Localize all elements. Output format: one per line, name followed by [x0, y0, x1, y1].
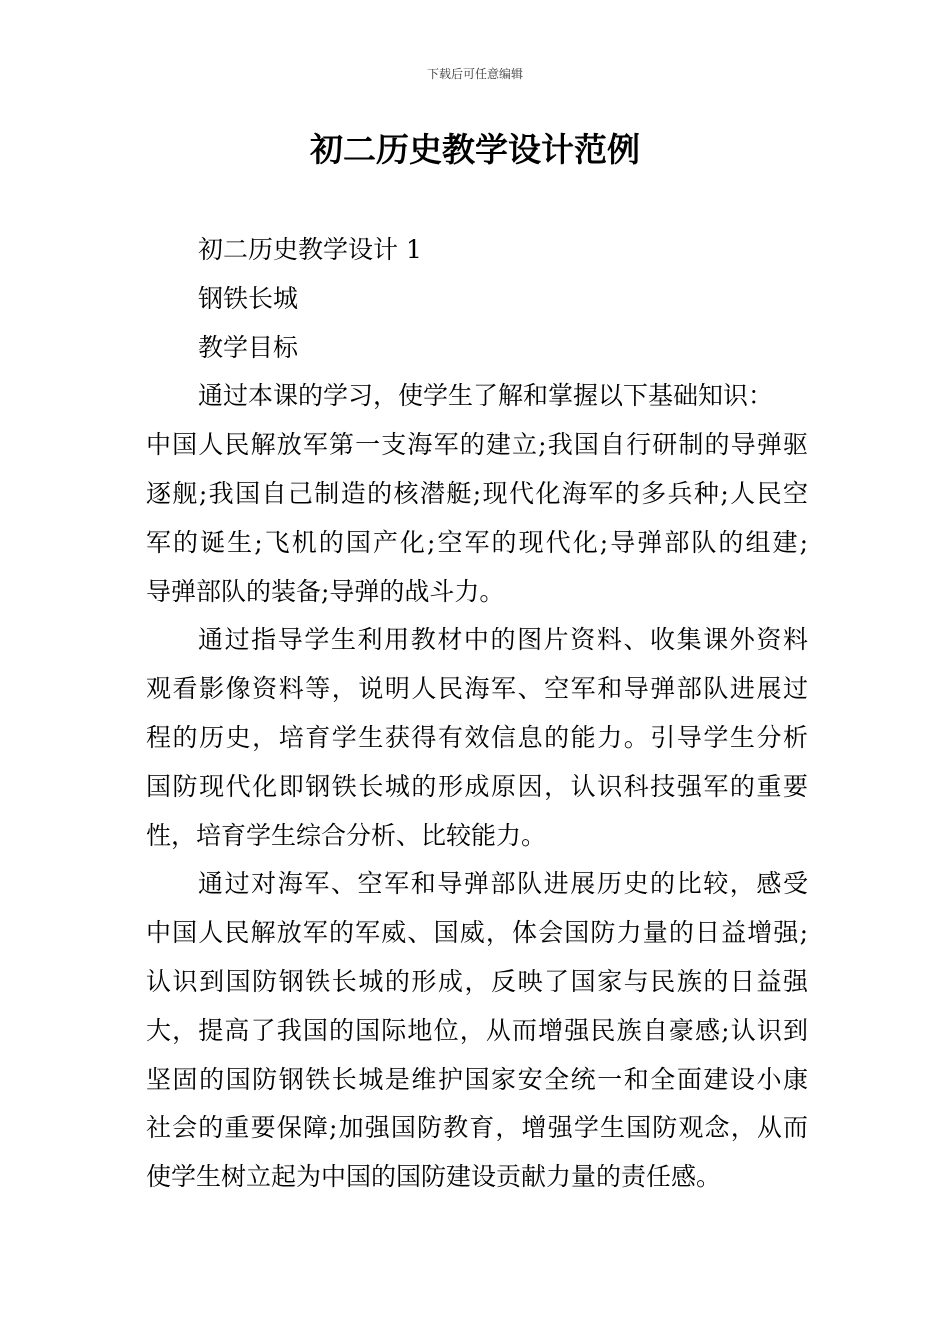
paragraph-line: 认识到国防钢铁长城的形成，反映了国家与民族的日益强: [146, 966, 808, 996]
section-heading: 初二历史教学设计 1: [198, 235, 422, 264]
paragraph-line: 导弹部队的装备;导弹的战斗力。: [146, 576, 505, 606]
paragraph-line: 中国人民解放军的军威、国威，体会国防力量的日益增强;: [146, 918, 808, 948]
lesson-title: 钢铁长城: [198, 283, 299, 313]
paragraph-line: 使学生树立起为中国的国防建设贡献力量的责任感。: [146, 1162, 722, 1192]
paragraph-line: 观看影像资料等，说明人民海军、空军和导弹部队进展过: [146, 674, 808, 704]
header-note: 下载后可任意编辑: [426, 67, 523, 81]
paragraph-line: 性，培育学生综合分析、比较能力。: [146, 820, 547, 850]
paragraph-line: 通过本课的学习，使学生了解和掌握以下基础知识：: [198, 381, 774, 411]
document-title: 初二历史教学设计范例: [310, 130, 640, 169]
paragraph-line: 通过指导学生利用教材中的图片资料、收集课外资料: [198, 625, 808, 655]
paragraph-line: 程的历史，培育学生获得有效信息的能力。引导学生分析: [146, 722, 808, 752]
subsection-heading: 教学目标: [198, 332, 299, 362]
paragraph-line: 社会的重要保障;加强国防教育，增强学生国防观念，从而: [146, 1113, 808, 1143]
paragraph-line: 逐舰;我国自己制造的核潜艇;现代化海军的多兵种;人民空: [146, 478, 808, 508]
paragraph-line: 军的诞生;飞机的国产化;空军的现代化;导弹部队的组建;: [146, 527, 808, 557]
paragraph-line: 坚固的国防钢铁长城是维护国家安全统一和全面建设小康: [146, 1064, 808, 1094]
paragraph-line: 大，提高了我国的国际地位，从而增强民族自豪感;认识到: [146, 1015, 808, 1045]
paragraph-line: 通过对海军、空军和导弹部队进展历史的比较，感受: [198, 869, 808, 899]
document-body: [146, 226, 808, 1202]
paragraph-line: 中国人民解放军第一支海军的建立;我国自行研制的导弹驱: [146, 430, 808, 460]
paragraph-line: 国防现代化即钢铁长城的形成原因，认识科技强军的重要: [146, 771, 808, 801]
